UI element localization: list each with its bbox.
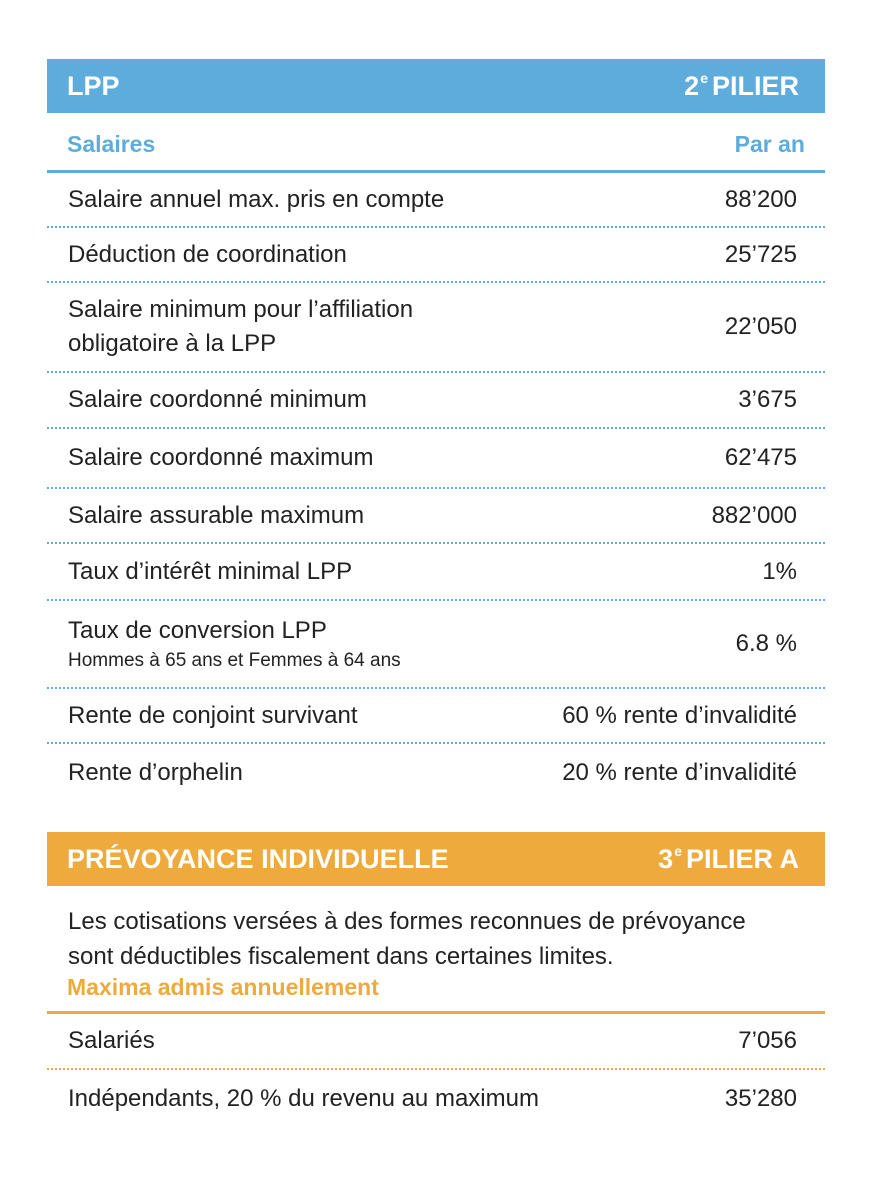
row-label-main: Taux de conversion LPP: [68, 617, 327, 644]
row-value: 1%: [762, 557, 797, 585]
row-label-sub: Hommes à 65 ans et Femmes à 64 ans: [68, 650, 401, 671]
row-label: Rente d’orphelin: [68, 759, 243, 786]
lpp-pillar-number: 2: [684, 71, 700, 101]
row-value: 3’675: [738, 386, 797, 413]
row-value: 35’280: [724, 1085, 797, 1112]
lpp-pillar-word: PILIER: [711, 71, 799, 101]
table-row: [47, 228, 825, 283]
prevoyance-pillar-word: PILIER A: [685, 844, 799, 874]
row-label: Déduction de coordination: [68, 240, 347, 268]
row-value: 22’050: [724, 313, 797, 340]
lpp-pillar: [684, 70, 799, 102]
row-label: Salariés: [68, 1027, 155, 1054]
row-value: 882’000: [711, 501, 797, 529]
lpp-col-salaires: Salaires: [67, 131, 156, 157]
table-row: [47, 429, 825, 489]
maxima-label: Maxima admis annuellement: [67, 974, 379, 1000]
row-label: Salaire coordonné maximum: [68, 444, 374, 471]
prevoyance-pillar-number: 3: [658, 844, 674, 874]
lpp-pillar-superscript: e: [700, 70, 708, 86]
table-row: [47, 1014, 825, 1070]
lpp-title: LPP: [67, 70, 120, 101]
table-row: [47, 173, 825, 228]
row-value: 60 % rente d’invalidité: [562, 701, 797, 729]
table-row: [47, 373, 825, 429]
row-value: 6.8 %: [735, 630, 797, 657]
prevoyance-banner: [47, 832, 825, 886]
table-row: [47, 489, 825, 544]
table-row: [47, 744, 825, 802]
lpp-section: [47, 59, 825, 802]
prevoyance-intro: [47, 886, 825, 974]
row-value: 20 % rente d’invalidité: [562, 759, 797, 786]
row-value: 25’725: [724, 240, 797, 268]
table-row: [47, 544, 825, 601]
row-label: [68, 614, 736, 674]
table-row: [47, 601, 825, 689]
row-label: Rente de conjoint survivant: [68, 701, 358, 729]
row-label: Salaire annuel max. pris en compte: [68, 185, 445, 213]
row-label: Salaire assurable maximum: [68, 501, 365, 529]
lpp-column-header: [47, 113, 825, 173]
row-label: Salaire coordonné minimum: [68, 386, 367, 413]
intro-line-2: sont déductibles fiscalement dans certaines limites.: [68, 943, 614, 970]
row-label: [68, 293, 725, 361]
row-value: 88’200: [724, 185, 797, 213]
lpp-banner: [47, 59, 825, 113]
prevoyance-section: [47, 832, 825, 1128]
prevoyance-pillar: [658, 843, 799, 875]
table-row: [47, 1070, 825, 1128]
row-label-line1: Salaire minimum pour l’affiliation: [68, 296, 414, 323]
maxima-header: [47, 974, 825, 1014]
table-row: [47, 283, 825, 373]
table-row: [47, 689, 825, 744]
row-value: 7’056: [738, 1027, 797, 1054]
row-label: Taux d’intérêt minimal LPP: [68, 557, 353, 585]
intro-line-1: Les cotisations versées à des formes reconnues de prévoyance: [68, 908, 746, 935]
row-label: Indépendants, 20 % du revenu au maximum: [68, 1085, 539, 1112]
prevoyance-pillar-superscript: e: [674, 843, 682, 859]
row-label-line2: obligatoire à la LPP: [68, 330, 277, 357]
prevoyance-title: PRÉVOYANCE INDIVIDUELLE: [67, 843, 449, 874]
row-value: 62’475: [724, 444, 797, 471]
lpp-col-par-an: Par an: [734, 131, 805, 157]
